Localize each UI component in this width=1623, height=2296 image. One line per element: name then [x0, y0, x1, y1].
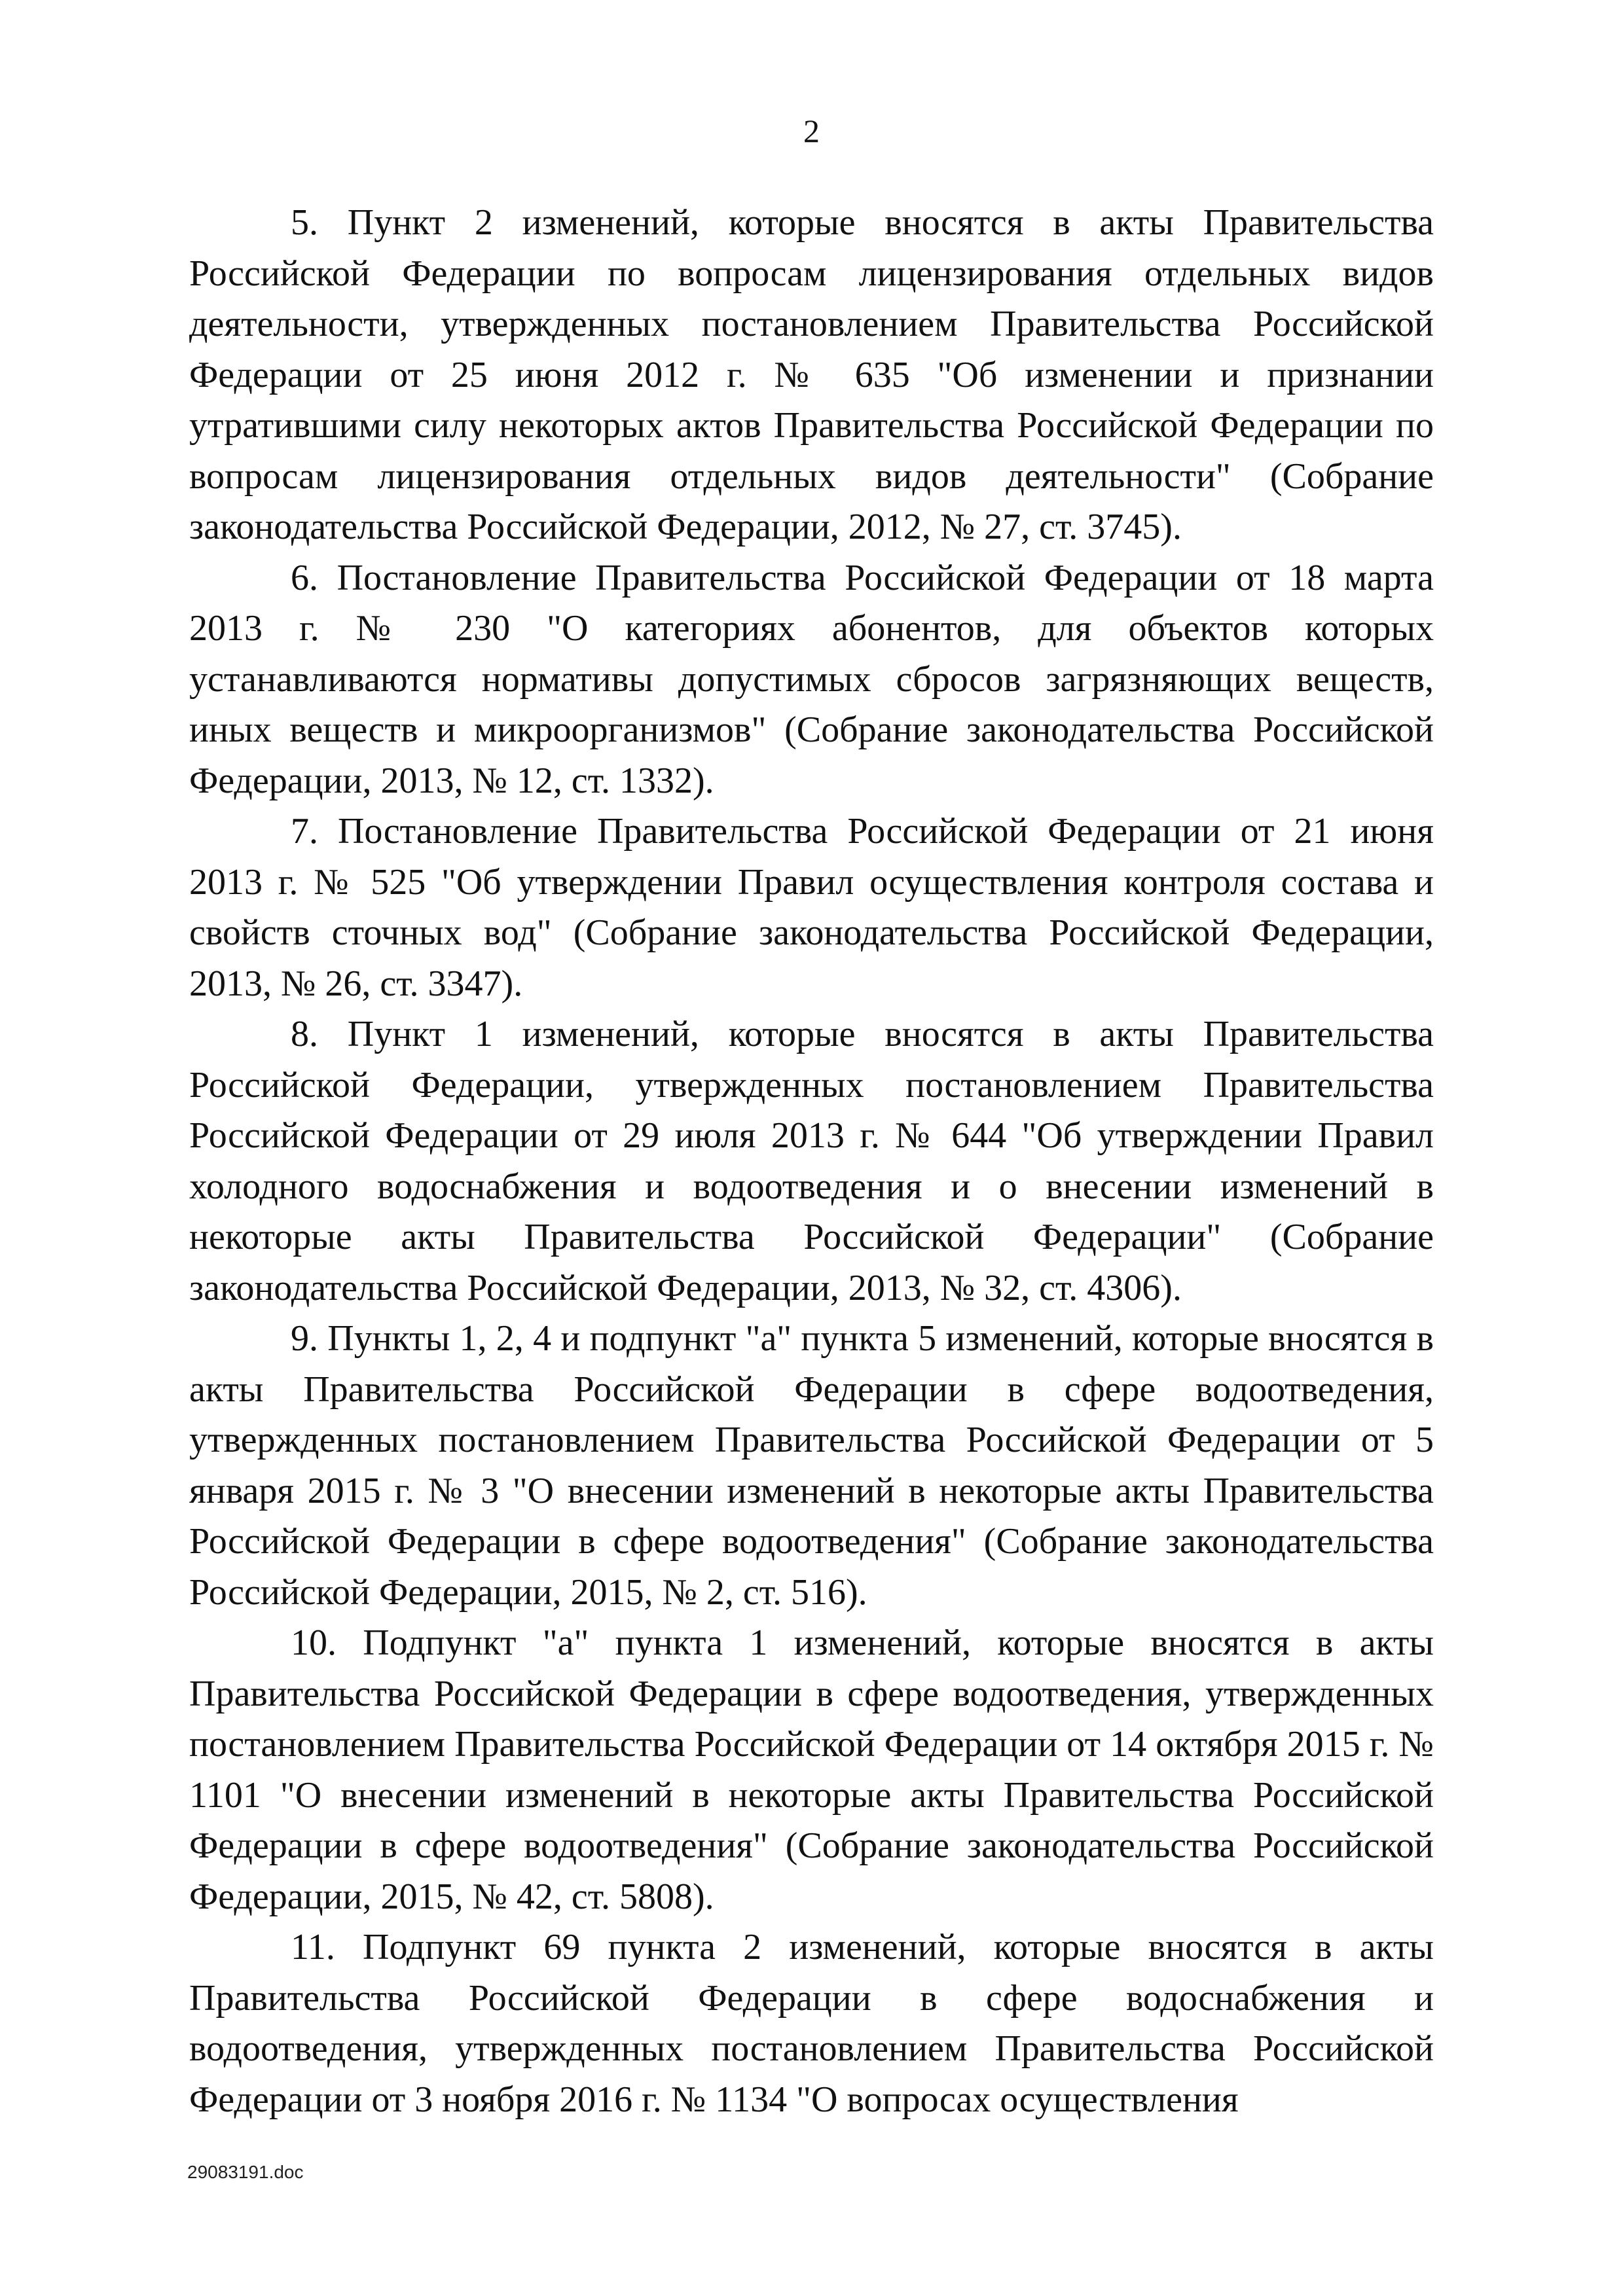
paragraph-7: 7. Постановление Правительства Российской Федерации от 21 июня 2013 г. № 525 "Об утверждении Правил осуществления контроля состава и свойств сточных вод" (Собрание законодательства Российской Федерации, 2013, № 26, ст. 3347).: [189, 811, 1434, 1004]
paragraph-11: 11. Подпункт 69 пункта 2 изменений, которые вносятся в акты Правительства Российской Федерации в сфере водоснабжения и водоотведения, утвержденных постановлением Правительства Российской Федерации от 3 ноября 2016 г. № 1134 "О вопросах осуществления: [189, 1927, 1434, 2120]
paragraph-10: 10. Подпункт "а" пункта 1 изменений, которые вносятся в акты Правительства Российской Федерации в сфере водоотведения, утвержденных постановлением Правительства Российской Федерации от 14 октября 2015 г. № 1101 "О внесении изменений в некоторые акты Правительства Российской Федерации в сфере водоотведения" (Собрание законодательства Российской Федерации, 2015, № 42, ст. 5808).: [189, 1623, 1434, 1917]
document-body: [189, 198, 1434, 2125]
paragraph-6: 6. Постановление Правительства Российской Федерации от 18 марта 2013 г. № 230 "О категориях абонентов, для объектов которых устанавливаются нормативы допустимых сбросов загрязняющих веществ, иных веществ и микроорганизмов" (Собрание законодательства Российской Федерации, 2013, № 12, ст. 1332).: [189, 557, 1434, 801]
paragraph-5: 5. Пункт 2 изменений, которые вносятся в акты Правительства Российской Федерации по вопросам лицензирования отдельных видов деятельности, утвержденных постановлением Правительства Российской Федерации от 25 июня 2012 г. № 635 "Об изменении и признании утратившими силу некоторых актов Правительства Российской Федерации по вопросам лицензирования отдельных видов деятельности" (Собрание законодательства Российской Федерации, 2012, № 27, ст. 3745).: [189, 202, 1434, 547]
paragraph-8: 8. Пункт 1 изменений, которые вносятся в акты Правительства Российской Федерации, утвержденных постановлением Правительства Российской Федерации от 29 июля 2013 г. № 644 "Об утверждении Правил холодного водоснабжения и водоотведения и о внесении изменений в некоторые акты Правительства Российской Федерации" (Собрание законодательства Российской Федерации, 2013, № 32, ст. 4306).: [189, 1014, 1434, 1308]
page-number: 2: [803, 113, 820, 149]
footer-file-code: 29083191.doc: [187, 2162, 304, 2182]
paragraph-9: 9. Пункты 1, 2, 4 и подпункт "а" пункта 5 изменений, которые вносятся в акты Правительства Российской Федерации в сфере водоотведения, утвержденных постановлением Правительства Российской Федерации от 5 января 2015 г. № 3 "О внесении изменений в некоторые акты Правительства Российской Федерации в сфере водоотведения" (Собрание законодательства Российской Федерации, 2015, № 2, ст. 516).: [189, 1318, 1434, 1613]
